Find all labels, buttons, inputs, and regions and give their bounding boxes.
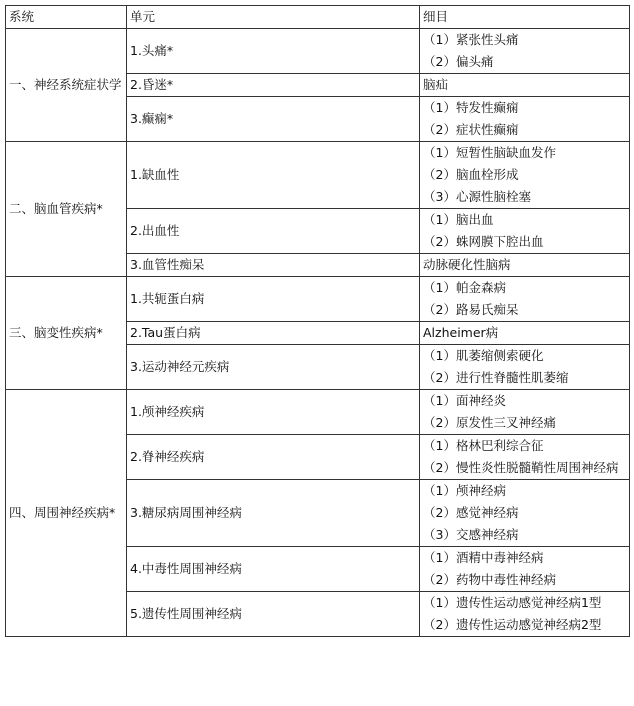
unit-cell: 1.头痛* (127, 29, 420, 74)
unit-cell: 3.糖尿病周围神经病 (127, 480, 420, 547)
unit-cell: 2.出血性 (127, 209, 420, 254)
detail-item: （1）脑出血 (423, 212, 494, 227)
detail-cell (420, 97, 630, 142)
unit-cell: 2.脊神经疾病 (127, 435, 420, 480)
detail-item: 脑疝 (423, 77, 449, 92)
detail-item: （1）遗传性运动感觉神经病1型 (423, 595, 602, 610)
detail-item: （1）颅神经病 (423, 483, 506, 498)
detail-item: （1）格林巴利综合征 (423, 438, 544, 453)
detail-cell (420, 277, 630, 322)
system-cell: 一、神经系统症状学 (6, 29, 127, 142)
detail-item: （1）肌萎缩侧索硬化 (423, 348, 544, 363)
detail-item: （2）脑血栓形成 (423, 167, 519, 182)
unit-cell: 3.运动神经元疾病 (127, 345, 420, 390)
detail-cell (420, 322, 630, 345)
detail-item: Alzheimer病 (423, 325, 499, 340)
table-body (6, 29, 630, 637)
detail-item: （2）症状性癫痫 (423, 122, 519, 137)
detail-cell (420, 435, 630, 480)
detail-item: （2）偏头痛 (423, 54, 494, 69)
system-cell: 四、周围神经疾病* (6, 390, 127, 637)
unit-cell: 2.Tau蛋白病 (127, 322, 420, 345)
detail-item: （1）短暂性脑缺血发作 (423, 145, 556, 160)
detail-item: （3）心源性脑栓塞 (423, 189, 531, 204)
detail-item: （2）蛛网膜下腔出血 (423, 234, 544, 249)
detail-item: （3）交感神经病 (423, 527, 519, 542)
detail-cell (420, 29, 630, 74)
unit-cell: 3.癫痫* (127, 97, 420, 142)
detail-item: （2）遗传性运动感觉神经病2型 (423, 617, 602, 632)
detail-item: （2）路易氏痴呆 (423, 302, 519, 317)
syllabus-table (5, 5, 630, 637)
detail-item: （1）面神经炎 (423, 393, 506, 408)
detail-cell (420, 142, 630, 209)
detail-item: 动脉硬化性脑病 (423, 257, 511, 272)
detail-cell (420, 74, 630, 97)
detail-item: （1）帕金森病 (423, 280, 506, 295)
table-row (6, 390, 630, 435)
detail-item: （2）进行性脊髓性肌萎缩 (423, 370, 569, 385)
header-row (6, 6, 630, 29)
unit-cell: 1.缺血性 (127, 142, 420, 209)
unit-cell: 2.昏迷* (127, 74, 420, 97)
detail-cell (420, 254, 630, 277)
unit-cell: 1.共轭蛋白病 (127, 277, 420, 322)
header-detail: 细目 (420, 6, 630, 29)
detail-cell (420, 390, 630, 435)
detail-item: （2）感觉神经病 (423, 505, 519, 520)
detail-cell (420, 547, 630, 592)
system-cell: 二、脑血管疾病* (6, 142, 127, 277)
table-row (6, 29, 630, 74)
detail-item: （2）原发性三叉神经痛 (423, 415, 556, 430)
detail-item: （1）酒精中毒神经病 (423, 550, 544, 565)
table-row (6, 142, 630, 209)
detail-cell (420, 592, 630, 637)
detail-item: （2）慢性炎性脱髓鞘性周围神经病 (423, 460, 619, 475)
detail-item: （1）紧张性头痛 (423, 32, 519, 47)
detail-item: （2）药物中毒性神经病 (423, 572, 556, 587)
unit-cell: 1.颅神经疾病 (127, 390, 420, 435)
detail-cell (420, 209, 630, 254)
detail-cell (420, 480, 630, 547)
table-row (6, 277, 630, 322)
unit-cell: 3.血管性痴呆 (127, 254, 420, 277)
system-cell: 三、脑变性疾病* (6, 277, 127, 390)
header-system: 系统 (6, 6, 127, 29)
detail-cell (420, 345, 630, 390)
detail-item: （1）特发性癫痫 (423, 100, 519, 115)
unit-cell: 4.中毒性周围神经病 (127, 547, 420, 592)
header-unit: 单元 (127, 6, 420, 29)
unit-cell: 5.遗传性周围神经病 (127, 592, 420, 637)
